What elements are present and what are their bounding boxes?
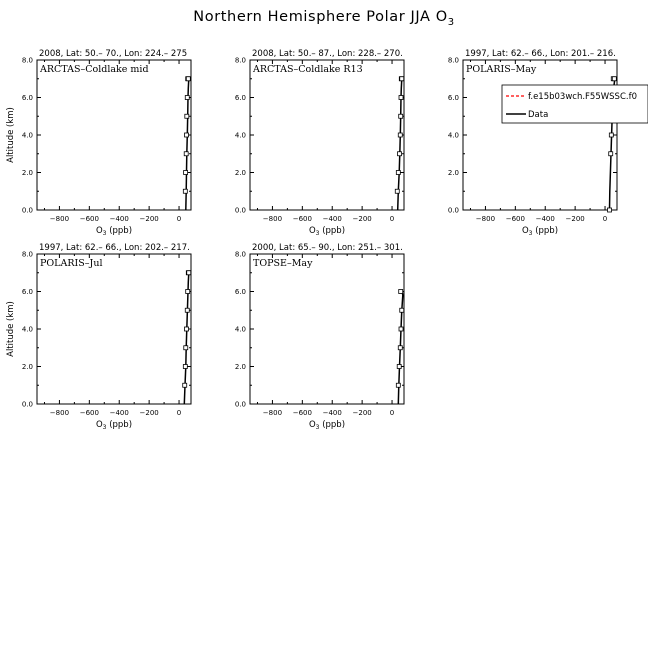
- y-tick-label: 2.0: [234, 169, 246, 177]
- y-tick-label: 6.0: [234, 94, 246, 102]
- panel-header: 2008, Lat: 50.– 87., Lon: 228.– 270.: [252, 49, 403, 59]
- data-marker: [400, 308, 404, 312]
- legend: [502, 85, 648, 123]
- data-marker: [183, 365, 187, 369]
- x-tick-label: −800: [49, 409, 70, 417]
- data-marker: [396, 383, 400, 387]
- x-tick-label: 0: [176, 409, 182, 417]
- y-tick-label: 4.0: [234, 131, 246, 140]
- data-marker: [185, 327, 189, 331]
- panel-1: [6, 49, 191, 237]
- legend-label-data: Data: [528, 110, 549, 120]
- data-marker: [396, 171, 400, 175]
- y-tick-label: 6.0: [21, 94, 33, 102]
- x-tick-label: −200: [352, 215, 372, 223]
- y-tick-label: 4.0: [21, 131, 33, 140]
- x-tick-label: −400: [109, 409, 129, 417]
- plot-frame: [37, 254, 191, 404]
- x-axis-label: $O_3$ (ppb): [521, 226, 559, 237]
- data-marker: [184, 171, 188, 175]
- y-tick-label: 0.0: [234, 206, 246, 215]
- plot-frame: [250, 254, 404, 404]
- legend-label-model: f.e15b03wch.F55WSSC.f0: [528, 92, 637, 102]
- x-tick-label: 0: [176, 215, 182, 223]
- data-marker: [608, 208, 612, 212]
- data-marker: [399, 114, 403, 118]
- y-tick-label: 0.0: [21, 400, 33, 409]
- y-axis-label: Altitude (km): [6, 301, 16, 357]
- x-tick-label: −400: [535, 215, 555, 223]
- panel-header: 1997, Lat: 62.– 66., Lon: 202.– 217.: [39, 243, 190, 253]
- data-marker: [183, 383, 187, 387]
- y-tick-label: 2.0: [447, 169, 459, 177]
- y-tick-label: 2.0: [21, 169, 33, 177]
- data-marker: [612, 77, 616, 81]
- panel-header: 2008, Lat: 50.– 70., Lon: 224.– 275: [39, 49, 188, 59]
- x-tick-label: −800: [262, 215, 283, 223]
- y-tick-label: 0.0: [234, 400, 246, 409]
- plot-frame: [37, 60, 191, 210]
- x-tick-label: 0: [389, 215, 395, 223]
- x-tick-label: −600: [292, 215, 312, 223]
- x-tick-label: −600: [79, 215, 99, 223]
- x-tick-label: −600: [79, 409, 99, 417]
- data-marker: [399, 290, 403, 294]
- x-axis-label: $O_3$ (ppb): [95, 226, 133, 237]
- data-marker: [183, 189, 187, 193]
- y-tick-label: 8.0: [21, 250, 33, 259]
- data-marker: [398, 152, 402, 156]
- data-marker: [400, 77, 404, 81]
- y-tick-label: 2.0: [21, 363, 33, 371]
- y-tick-label: 8.0: [447, 56, 459, 65]
- panel-3: [448, 49, 648, 237]
- x-axis-label: $O_3$ (ppb): [308, 420, 346, 431]
- data-marker: [186, 77, 190, 81]
- x-tick-label: −600: [505, 215, 525, 223]
- plot-frame: [463, 60, 617, 210]
- y-axis-label: Altitude (km): [6, 107, 16, 163]
- data-marker: [609, 152, 613, 156]
- y-tick-label: 2.0: [234, 363, 246, 371]
- y-tick-label: 6.0: [234, 288, 246, 296]
- panel-label: POLARIS–Jul: [40, 258, 103, 269]
- data-marker: [399, 327, 403, 331]
- chart-title: Northern Hemisphere Polar JJA $O_3$: [193, 9, 455, 28]
- data-marker: [395, 189, 399, 193]
- data-marker: [184, 346, 188, 350]
- y-tick-label: 8.0: [234, 56, 246, 65]
- y-tick-label: 8.0: [21, 56, 33, 65]
- x-tick-label: −400: [322, 409, 342, 417]
- panel-2: [235, 49, 404, 237]
- x-tick-label: −800: [49, 215, 70, 223]
- panel-label: POLARIS–May: [466, 64, 537, 75]
- x-tick-label: −600: [292, 409, 312, 417]
- x-tick-label: 0: [602, 215, 608, 223]
- data-marker: [397, 365, 401, 369]
- x-tick-label: −200: [352, 409, 372, 417]
- panel-label: ARCTAS–Coldlake R13: [253, 64, 363, 75]
- data-marker: [184, 152, 188, 156]
- plot-frame: [250, 60, 404, 210]
- y-tick-label: 0.0: [21, 206, 33, 215]
- panel-label: TOPSE–May: [253, 258, 313, 269]
- y-tick-label: 4.0: [21, 325, 33, 334]
- x-axis-label: $O_3$ (ppb): [95, 420, 133, 431]
- data-marker: [185, 133, 189, 137]
- data-marker: [398, 133, 402, 137]
- data-marker: [398, 346, 402, 350]
- x-tick-label: −800: [262, 409, 283, 417]
- data-marker: [186, 290, 190, 294]
- x-axis-label: $O_3$ (ppb): [308, 226, 346, 237]
- x-tick-label: −800: [475, 215, 496, 223]
- data-marker: [609, 133, 613, 137]
- data-marker: [399, 96, 403, 100]
- x-tick-label: −400: [109, 215, 129, 223]
- data-marker: [185, 308, 189, 312]
- x-tick-label: −200: [565, 215, 585, 223]
- x-tick-label: −200: [139, 215, 159, 223]
- panel-label: ARCTAS–Coldlake mid: [40, 64, 149, 75]
- data-marker: [185, 96, 189, 100]
- y-tick-label: 4.0: [447, 131, 459, 140]
- y-tick-label: 6.0: [447, 94, 459, 102]
- legend-box: [502, 85, 648, 123]
- data-marker: [185, 114, 189, 118]
- data-marker: [187, 271, 191, 275]
- panel-header: 2000, Lat: 65.– 90., Lon: 251.– 301.: [252, 243, 403, 253]
- panel-4: [6, 243, 191, 431]
- x-tick-label: −400: [322, 215, 342, 223]
- panel-header: 1997, Lat: 62.– 66., Lon: 201.– 216.: [465, 49, 616, 59]
- y-tick-label: 6.0: [21, 288, 33, 296]
- y-tick-label: 0.0: [447, 206, 459, 215]
- y-tick-label: 8.0: [234, 250, 246, 259]
- x-tick-label: 0: [389, 409, 395, 417]
- panel-5: [235, 243, 404, 431]
- y-tick-label: 4.0: [234, 325, 246, 334]
- x-tick-label: −200: [139, 409, 159, 417]
